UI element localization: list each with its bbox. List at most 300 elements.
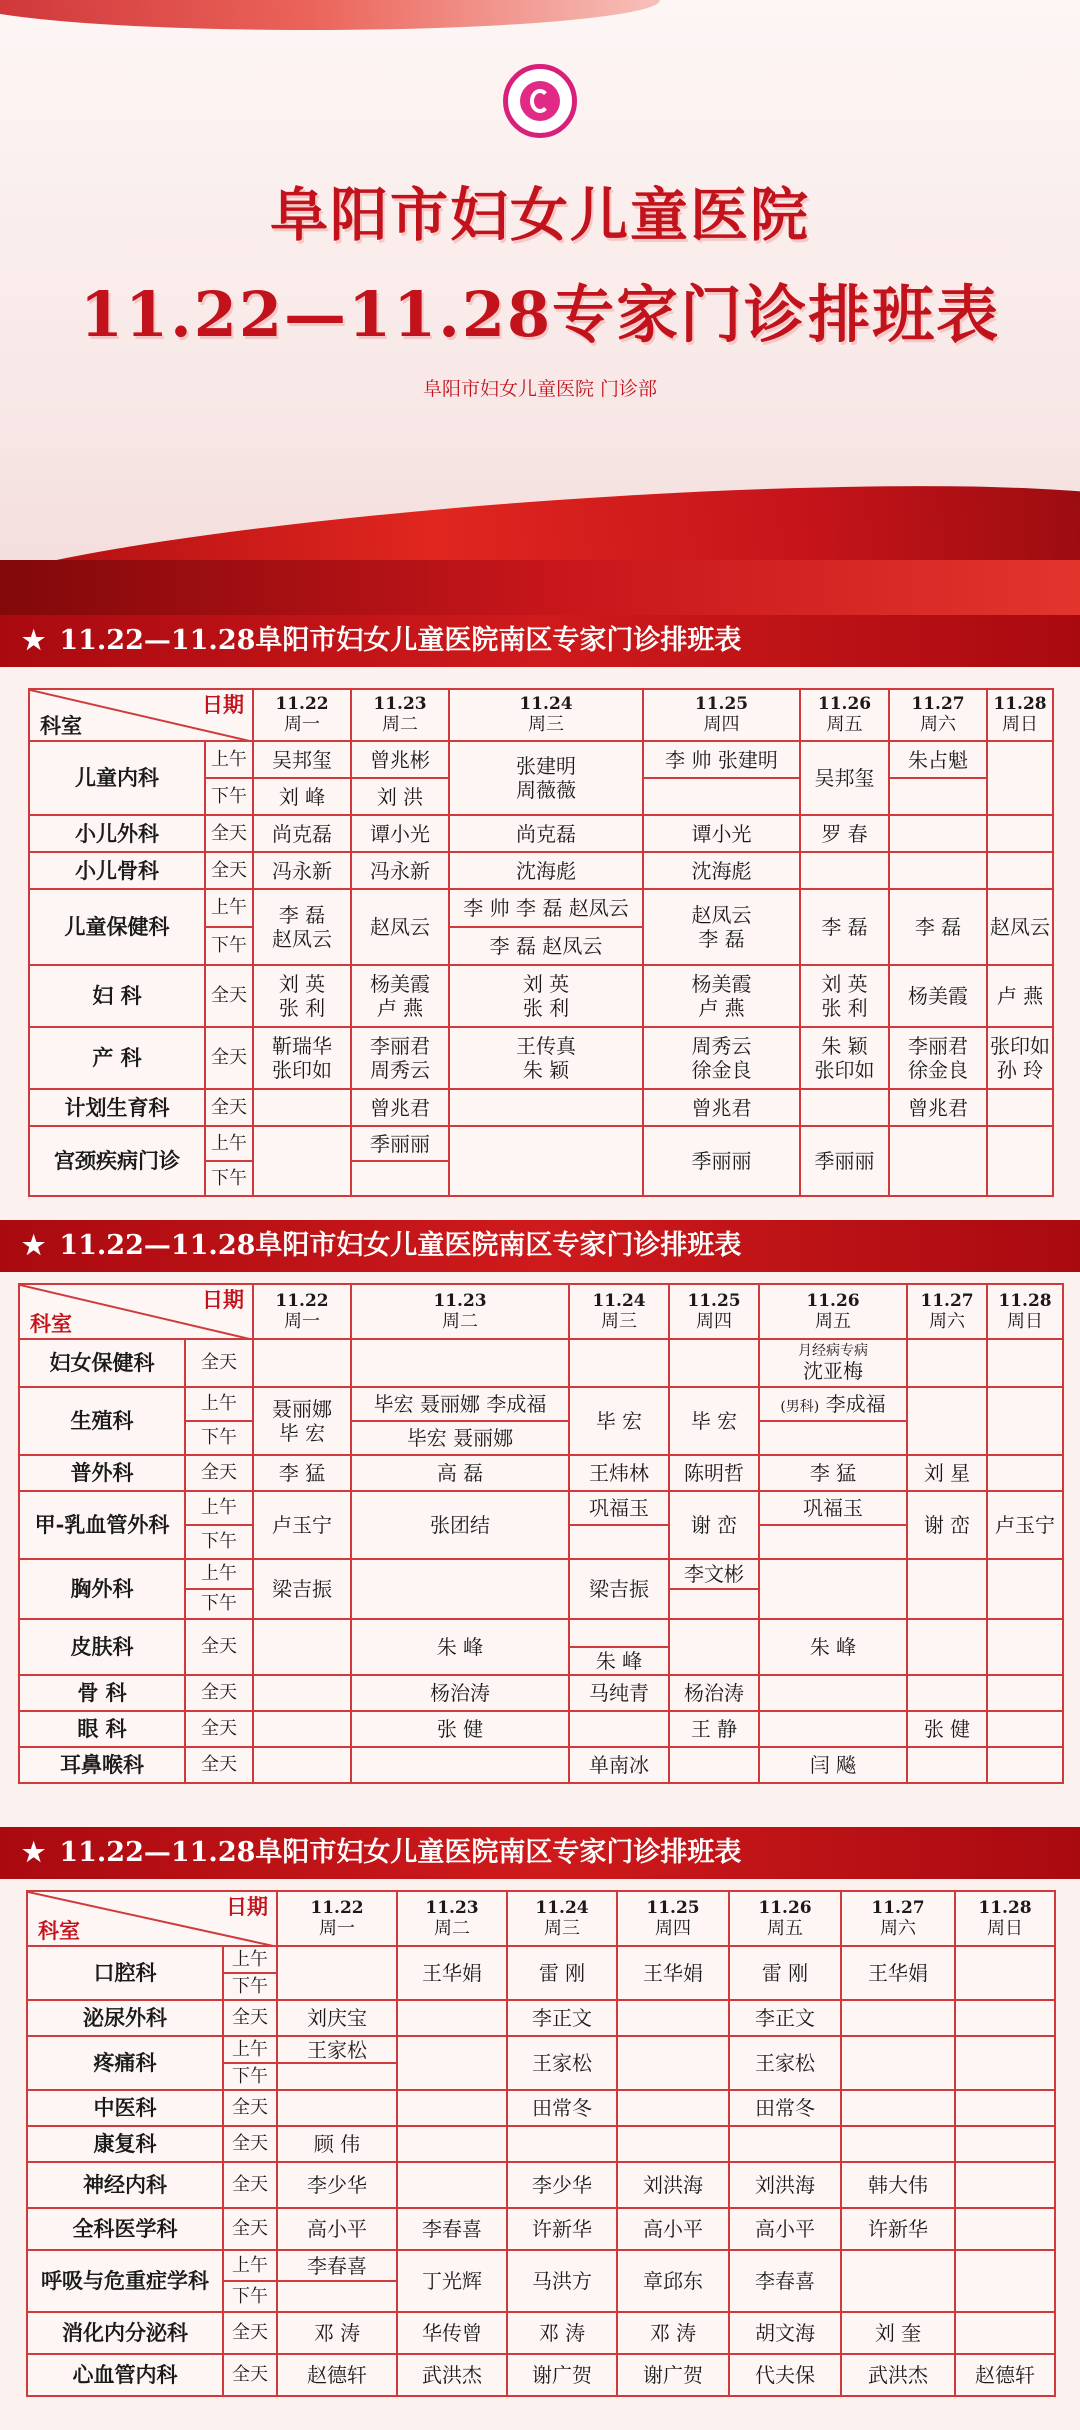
schedule-cell: 王传真 朱 颖 bbox=[449, 1027, 643, 1089]
dept-name: 儿童内科 bbox=[29, 741, 205, 815]
schedule-cell bbox=[397, 2162, 507, 2208]
session-label: 全天 bbox=[185, 1747, 253, 1783]
schedule-cell bbox=[987, 1747, 1063, 1783]
schedule-cell bbox=[955, 2000, 1055, 2036]
schedule-cell: 刘洪海 bbox=[617, 2162, 729, 2208]
session-label: 下午 bbox=[205, 927, 253, 965]
table-row bbox=[29, 1126, 1053, 1161]
schedule-cell bbox=[907, 1675, 987, 1711]
dept-name: 呼吸与危重症学科 bbox=[27, 2250, 223, 2312]
table-row bbox=[29, 889, 1053, 927]
schedule-cell: 朱 颖 张印如 bbox=[800, 1027, 889, 1089]
schedule-cell bbox=[841, 2000, 955, 2036]
schedule-cell: 邓 涛 bbox=[277, 2312, 397, 2354]
session-label: 下午 bbox=[223, 2063, 277, 2090]
corner-cell bbox=[29, 689, 253, 741]
schedule-cell bbox=[253, 1675, 351, 1711]
session-label: 全天 bbox=[205, 1089, 253, 1126]
schedule-cell bbox=[253, 1339, 351, 1387]
schedule-cell bbox=[253, 1747, 351, 1783]
schedule-table-3 bbox=[26, 1890, 1056, 2397]
table-row bbox=[27, 2208, 1055, 2250]
day-header: 11.24 周三 bbox=[507, 1891, 617, 1946]
schedule-cell bbox=[907, 1619, 987, 1675]
day-header: 11.26 周五 bbox=[800, 689, 889, 741]
schedule-cell bbox=[907, 1559, 987, 1619]
schedule-cell: 李春喜 bbox=[397, 2208, 507, 2250]
schedule-cell: 赵德轩 bbox=[955, 2354, 1055, 2396]
schedule-cell bbox=[507, 2126, 617, 2162]
schedule-cell: 李正文 bbox=[729, 2000, 841, 2036]
schedule-cell: 李 磊 赵凤云 bbox=[253, 889, 351, 965]
schedule-cell: 单南冰 bbox=[569, 1747, 669, 1783]
schedule-cell bbox=[351, 1161, 449, 1196]
day-header: 11.25 周四 bbox=[617, 1891, 729, 1946]
schedule-cell: 李 磊 赵凤云 bbox=[449, 927, 643, 965]
session-label: 全天 bbox=[223, 2162, 277, 2208]
schedule-cell bbox=[729, 2126, 841, 2162]
dept-name: 皮肤科 bbox=[19, 1619, 185, 1675]
schedule-cell: 冯永新 bbox=[351, 852, 449, 889]
session-label: 全天 bbox=[223, 2126, 277, 2162]
schedule-cell: 田常冬 bbox=[507, 2090, 617, 2126]
table-row bbox=[19, 1491, 1063, 1525]
schedule-cell bbox=[351, 1747, 569, 1783]
session-label: 上午 bbox=[185, 1491, 253, 1525]
schedule-cell bbox=[397, 2036, 507, 2090]
dept-name: 耳鼻喉科 bbox=[19, 1747, 185, 1783]
table-row bbox=[27, 2126, 1055, 2162]
schedule-cell: 田常冬 bbox=[729, 2090, 841, 2126]
dept-name: 宫颈疾病门诊 bbox=[29, 1126, 205, 1196]
schedule-cell: 刘洪海 bbox=[729, 2162, 841, 2208]
schedule-cell: 刘庆宝 bbox=[277, 2000, 397, 2036]
schedule-cell bbox=[397, 2126, 507, 2162]
schedule-cell: 胡文海 bbox=[729, 2312, 841, 2354]
schedule-cell bbox=[277, 2281, 397, 2312]
schedule-cell: 吴邦玺 bbox=[253, 741, 351, 778]
day-header: 11.28 周日 bbox=[987, 689, 1053, 741]
schedule-cell bbox=[277, 2090, 397, 2126]
schedule-cell: 刘 奎 bbox=[841, 2312, 955, 2354]
schedule-cell: 朱占魁 bbox=[889, 741, 987, 778]
table-row bbox=[27, 2312, 1055, 2354]
schedule-cell: 丁光辉 bbox=[397, 2250, 507, 2312]
dept-name: 小儿外科 bbox=[29, 815, 205, 852]
schedule-cell bbox=[841, 2036, 955, 2090]
schedule-cell: 曾兆君 bbox=[351, 1089, 449, 1126]
schedule-cell: 朱 峰 bbox=[569, 1647, 669, 1675]
schedule-cell: 李少华 bbox=[507, 2162, 617, 2208]
schedule-cell bbox=[955, 2126, 1055, 2162]
schedule-cell: 许新华 bbox=[841, 2208, 955, 2250]
dept-label: 科室 bbox=[40, 712, 82, 738]
schedule-cell: 李 帅 张建明 bbox=[643, 741, 800, 778]
schedule-cell bbox=[397, 2000, 507, 2036]
schedule-cell: 尚克磊 bbox=[449, 815, 643, 852]
schedule-cell: 谭小光 bbox=[351, 815, 449, 852]
schedule-cell: 沈海彪 bbox=[449, 852, 643, 889]
schedule-cell: 卢玉宁 bbox=[253, 1491, 351, 1559]
schedule-cell: 毕 宏 bbox=[669, 1387, 759, 1455]
schedule-cell bbox=[907, 1387, 987, 1455]
dept-name: 产 科 bbox=[29, 1027, 205, 1089]
schedule-cell bbox=[277, 1946, 397, 2000]
schedule-cell bbox=[759, 1559, 907, 1619]
schedule-cell: 李丽君 周秀云 bbox=[351, 1027, 449, 1089]
schedule-cell: 李 帅 李 磊 赵凤云 bbox=[449, 889, 643, 927]
dept-name: 小儿骨科 bbox=[29, 852, 205, 889]
schedule-cell bbox=[907, 1747, 987, 1783]
session-label: 全天 bbox=[205, 852, 253, 889]
session-label: 全天 bbox=[185, 1711, 253, 1747]
table-row bbox=[19, 1675, 1063, 1711]
schedule-cell bbox=[987, 1455, 1063, 1491]
table-row bbox=[27, 2000, 1055, 2036]
day-header: 11.23 周二 bbox=[351, 1284, 569, 1339]
schedule-cell bbox=[987, 1559, 1063, 1619]
table-header-row bbox=[29, 689, 1053, 741]
schedule-cell bbox=[617, 2126, 729, 2162]
day-header: 11.23 周二 bbox=[397, 1891, 507, 1946]
date-label: 日期 bbox=[202, 1287, 244, 1312]
star-icon: ★ bbox=[22, 1231, 46, 1261]
table-row bbox=[29, 741, 1053, 778]
schedule-cell: 张 健 bbox=[907, 1711, 987, 1747]
schedule-title: 11.22—11.28专家门诊排班表 bbox=[79, 278, 1001, 351]
schedule-cell bbox=[955, 2090, 1055, 2126]
day-header: 11.25 周四 bbox=[669, 1284, 759, 1339]
schedule-cell: 王华娟 bbox=[841, 1946, 955, 2000]
schedule-cell bbox=[759, 1421, 907, 1455]
day-header: 11.24 周三 bbox=[449, 689, 643, 741]
table-row bbox=[27, 2090, 1055, 2126]
schedule-cell: 谢广贺 bbox=[617, 2354, 729, 2396]
table-row bbox=[29, 1027, 1053, 1089]
session-label: 全天 bbox=[223, 2354, 277, 2396]
schedule-cell: 李 磊 bbox=[800, 889, 889, 965]
schedule-cell: (男科) 李成福 bbox=[759, 1387, 907, 1421]
session-label: 全天 bbox=[223, 2208, 277, 2250]
schedule-cell: 张建明 周薇薇 bbox=[449, 741, 643, 815]
schedule-cell: 杨美霞 bbox=[889, 965, 987, 1027]
dept-name: 普外科 bbox=[19, 1455, 185, 1491]
schedule-cell: 李正文 bbox=[507, 2000, 617, 2036]
session-label: 上午 bbox=[223, 2036, 277, 2063]
schedule-cell bbox=[643, 778, 800, 815]
page-subtitle: 阜阳市妇女儿童医院 门诊部 bbox=[422, 378, 658, 400]
date-label: 日期 bbox=[202, 692, 244, 717]
session-label: 下午 bbox=[185, 1421, 253, 1455]
schedule-cell: 张团结 bbox=[351, 1491, 569, 1559]
schedule-cell: 赵凤云 李 磊 bbox=[643, 889, 800, 965]
schedule-cell: 高小平 bbox=[277, 2208, 397, 2250]
session-label: 下午 bbox=[223, 2281, 277, 2312]
section-title-2 bbox=[0, 1220, 1080, 1272]
schedule-cell: 吴邦玺 bbox=[800, 741, 889, 815]
schedule-cell: 王家松 bbox=[277, 2036, 397, 2063]
schedule-cell bbox=[669, 1619, 759, 1675]
dept-name: 全科医学科 bbox=[27, 2208, 223, 2250]
schedule-cell: 高 磊 bbox=[351, 1455, 569, 1491]
schedule-cell bbox=[759, 1525, 907, 1559]
session-label: 上午 bbox=[185, 1387, 253, 1421]
dept-name: 计划生育科 bbox=[29, 1089, 205, 1126]
star-icon: ★ bbox=[22, 626, 46, 656]
schedule-cell: 刘 英 张 利 bbox=[253, 965, 351, 1027]
day-header: 11.27 周六 bbox=[889, 689, 987, 741]
hospital-logo bbox=[503, 64, 577, 138]
dept-name: 神经内科 bbox=[27, 2162, 223, 2208]
schedule-cell: 杨美霞 卢 燕 bbox=[643, 965, 800, 1027]
dept-name: 中医科 bbox=[27, 2090, 223, 2126]
schedule-cell bbox=[987, 1126, 1053, 1196]
schedule-cell bbox=[669, 1747, 759, 1783]
schedule-cell bbox=[253, 1619, 351, 1675]
table-row bbox=[19, 1387, 1063, 1421]
schedule-cell bbox=[449, 1126, 643, 1196]
dept-label: 科室 bbox=[38, 1917, 80, 1943]
schedule-cell bbox=[841, 2250, 955, 2312]
corner-cell bbox=[19, 1284, 253, 1339]
schedule-cell: 冯永新 bbox=[253, 852, 351, 889]
schedule-table-2 bbox=[18, 1283, 1064, 1784]
page-title: 阜阳市妇女儿童医院 bbox=[269, 181, 810, 249]
day-header: 11.27 周六 bbox=[907, 1284, 987, 1339]
schedule-cell: 李文彬 bbox=[669, 1559, 759, 1589]
table-row bbox=[19, 1339, 1063, 1387]
schedule-cell bbox=[569, 1525, 669, 1559]
schedule-cell: 高小平 bbox=[617, 2208, 729, 2250]
schedule-cell bbox=[955, 2162, 1055, 2208]
schedule-cell: 谢广贺 bbox=[507, 2354, 617, 2396]
session-label: 下午 bbox=[205, 1161, 253, 1196]
session-label: 全天 bbox=[185, 1675, 253, 1711]
schedule-cell: 王华娟 bbox=[397, 1946, 507, 2000]
dept-name: 泌尿外科 bbox=[27, 2000, 223, 2036]
schedule-cell: 张印如 孙 玲 bbox=[987, 1027, 1053, 1089]
session-label: 上午 bbox=[205, 889, 253, 927]
dept-name: 胸外科 bbox=[19, 1559, 185, 1619]
schedule-cell bbox=[351, 1339, 569, 1387]
schedule-cell bbox=[759, 1711, 907, 1747]
schedule-cell: 赵凤云 bbox=[351, 889, 449, 965]
schedule-cell: 朱 峰 bbox=[351, 1619, 569, 1675]
schedule-cell bbox=[277, 2063, 397, 2090]
session-label: 下午 bbox=[223, 1973, 277, 2000]
dept-name: 口腔科 bbox=[27, 1946, 223, 2000]
day-header: 11.22 周一 bbox=[253, 1284, 351, 1339]
schedule-cell bbox=[955, 1946, 1055, 2000]
dept-name: 生殖科 bbox=[19, 1387, 185, 1455]
logo-mark-icon bbox=[520, 81, 560, 121]
schedule-cell: 曾兆彬 bbox=[351, 741, 449, 778]
schedule-cell bbox=[987, 1089, 1053, 1126]
schedule-cell: 卢玉宁 bbox=[987, 1491, 1063, 1559]
schedule-cell: 顾 伟 bbox=[277, 2126, 397, 2162]
schedule-cell: 华传曾 bbox=[397, 2312, 507, 2354]
session-label: 上午 bbox=[185, 1559, 253, 1589]
schedule-cell bbox=[569, 1339, 669, 1387]
schedule-cell bbox=[955, 2312, 1055, 2354]
schedule-cell bbox=[955, 2250, 1055, 2312]
schedule-cell: 李春喜 bbox=[277, 2250, 397, 2281]
schedule-cell: 刘 英 张 利 bbox=[800, 965, 889, 1027]
schedule-cell: 王炜林 bbox=[569, 1455, 669, 1491]
dept-name: 心血管内科 bbox=[27, 2354, 223, 2396]
schedule-cell bbox=[800, 852, 889, 889]
schedule-cell: 周秀云 徐金良 bbox=[643, 1027, 800, 1089]
schedule-cell: 王 静 bbox=[669, 1711, 759, 1747]
schedule-cell bbox=[449, 1089, 643, 1126]
schedule-cell bbox=[987, 1339, 1063, 1387]
table-row bbox=[27, 2162, 1055, 2208]
schedule-cell: 季丽丽 bbox=[351, 1126, 449, 1161]
day-header: 11.23 周二 bbox=[351, 689, 449, 741]
schedule-cell bbox=[987, 852, 1053, 889]
schedule-cell: 罗 春 bbox=[800, 815, 889, 852]
dept-name: 疼痛科 bbox=[27, 2036, 223, 2090]
section-title-1 bbox=[0, 615, 1080, 667]
schedule-cell: 刘 洪 bbox=[351, 778, 449, 815]
schedule-cell: 邓 涛 bbox=[507, 2312, 617, 2354]
schedule-cell: 杨治涛 bbox=[351, 1675, 569, 1711]
schedule-cell bbox=[907, 1339, 987, 1387]
schedule-cell: 陈明哲 bbox=[669, 1455, 759, 1491]
day-header: 11.28 周日 bbox=[987, 1284, 1063, 1339]
schedule-cell bbox=[569, 1711, 669, 1747]
schedule-cell: 李少华 bbox=[277, 2162, 397, 2208]
schedule-cell: 韩大伟 bbox=[841, 2162, 955, 2208]
table-row bbox=[29, 852, 1053, 889]
schedule-cell: 曾兆君 bbox=[643, 1089, 800, 1126]
schedule-cell: 毕 宏 bbox=[569, 1387, 669, 1455]
schedule-cell bbox=[955, 2036, 1055, 2090]
schedule-cell: 王华娟 bbox=[617, 1946, 729, 2000]
schedule-cell bbox=[617, 2000, 729, 2036]
schedule-cell: 杨治涛 bbox=[669, 1675, 759, 1711]
schedule-cell: 谢 峦 bbox=[907, 1491, 987, 1559]
session-label: 全天 bbox=[223, 2000, 277, 2036]
session-label: 全天 bbox=[223, 2090, 277, 2126]
schedule-cell bbox=[987, 1711, 1063, 1747]
schedule-cell: 王家松 bbox=[729, 2036, 841, 2090]
table-header-row bbox=[27, 1891, 1055, 1946]
dept-name: 康复科 bbox=[27, 2126, 223, 2162]
schedule-cell: 李丽君 徐金良 bbox=[889, 1027, 987, 1089]
table-row bbox=[19, 1747, 1063, 1783]
table-row bbox=[19, 1711, 1063, 1747]
schedule-cell: 武洪杰 bbox=[841, 2354, 955, 2396]
day-header: 11.22 周一 bbox=[253, 689, 351, 741]
schedule-cell: 谭小光 bbox=[643, 815, 800, 852]
session-label: 上午 bbox=[205, 1126, 253, 1161]
session-label: 下午 bbox=[185, 1525, 253, 1559]
dept-label: 科室 bbox=[30, 1310, 72, 1336]
table-row bbox=[19, 1559, 1063, 1589]
schedule-cell bbox=[569, 1619, 669, 1647]
schedule-cell: 沈海彪 bbox=[643, 852, 800, 889]
schedule-cell: 邓 涛 bbox=[617, 2312, 729, 2354]
decorative-wave bbox=[0, 0, 660, 30]
session-label: 全天 bbox=[205, 815, 253, 852]
table-row bbox=[19, 1619, 1063, 1647]
schedule-cell bbox=[987, 1387, 1063, 1455]
dept-name: 骨 科 bbox=[19, 1675, 185, 1711]
schedule-cell: 谢 峦 bbox=[669, 1491, 759, 1559]
schedule-cell bbox=[841, 2090, 955, 2126]
schedule-cell: 巩福玉 bbox=[569, 1491, 669, 1525]
schedule-cell: 杨美霞 卢 燕 bbox=[351, 965, 449, 1027]
schedule-cell bbox=[889, 852, 987, 889]
table-row bbox=[27, 2250, 1055, 2281]
star-icon: ★ bbox=[22, 1838, 46, 1868]
session-label: 全天 bbox=[205, 965, 253, 1027]
section-title-text: 11.22—11.28阜阳市妇女儿童医院南区专家门诊排班表 bbox=[59, 625, 742, 656]
schedule-cell: 武洪杰 bbox=[397, 2354, 507, 2396]
dept-name: 妇女保健科 bbox=[19, 1339, 185, 1387]
schedule-cell bbox=[617, 2036, 729, 2090]
schedule-cell: 李春喜 bbox=[729, 2250, 841, 2312]
schedule-cell: 毕宏 聂丽娜 李成福 bbox=[351, 1387, 569, 1421]
schedule-cell: 聂丽娜 毕 宏 bbox=[253, 1387, 351, 1455]
session-label: 上午 bbox=[223, 2250, 277, 2281]
schedule-cell: 雷 刚 bbox=[729, 1946, 841, 2000]
table-row bbox=[29, 1089, 1053, 1126]
schedule-cell bbox=[617, 2090, 729, 2126]
table-row bbox=[27, 2036, 1055, 2063]
schedule-cell: 尚克磊 bbox=[253, 815, 351, 852]
schedule-cell: 马纯青 bbox=[569, 1675, 669, 1711]
day-header: 11.26 周五 bbox=[729, 1891, 841, 1946]
table-header-row bbox=[19, 1284, 1063, 1339]
schedule-cell bbox=[800, 1089, 889, 1126]
schedule-cell: 刘 英 张 利 bbox=[449, 965, 643, 1027]
dept-name: 消化内分泌科 bbox=[27, 2312, 223, 2354]
dept-name: 甲-乳血管外科 bbox=[19, 1491, 185, 1559]
dept-name: 妇 科 bbox=[29, 965, 205, 1027]
day-header: 11.24 周三 bbox=[569, 1284, 669, 1339]
schedule-cell bbox=[253, 1089, 351, 1126]
session-label: 下午 bbox=[185, 1589, 253, 1619]
schedule-cell: 章邱东 bbox=[617, 2250, 729, 2312]
schedule-cell: 刘 峰 bbox=[253, 778, 351, 815]
schedule-cell: 闫 飚 bbox=[759, 1747, 907, 1783]
schedule-cell bbox=[889, 778, 987, 815]
session-label: 下午 bbox=[205, 778, 253, 815]
schedule-cell: 刘 星 bbox=[907, 1455, 987, 1491]
schedule-cell: 赵凤云 bbox=[987, 889, 1053, 965]
schedule-cell: 巩福玉 bbox=[759, 1491, 907, 1525]
schedule-cell: 马洪方 bbox=[507, 2250, 617, 2312]
schedule-cell: 卢 燕 bbox=[987, 965, 1053, 1027]
schedule-cell bbox=[759, 1675, 907, 1711]
schedule-cell: 曾兆君 bbox=[889, 1089, 987, 1126]
schedule-cell bbox=[987, 741, 1053, 815]
schedule-cell bbox=[987, 1619, 1063, 1675]
schedule-table-1 bbox=[28, 688, 1054, 1197]
session-label: 全天 bbox=[185, 1339, 253, 1387]
schedule-cell: 季丽丽 bbox=[643, 1126, 800, 1196]
session-label: 上午 bbox=[205, 741, 253, 778]
table-row bbox=[29, 815, 1053, 852]
schedule-cell: 许新华 bbox=[507, 2208, 617, 2250]
table-row bbox=[27, 2354, 1055, 2396]
schedule-cell: 张 健 bbox=[351, 1711, 569, 1747]
day-header: 11.25 周四 bbox=[643, 689, 800, 741]
dept-name: 眼 科 bbox=[19, 1711, 185, 1747]
schedule-cell bbox=[955, 2208, 1055, 2250]
